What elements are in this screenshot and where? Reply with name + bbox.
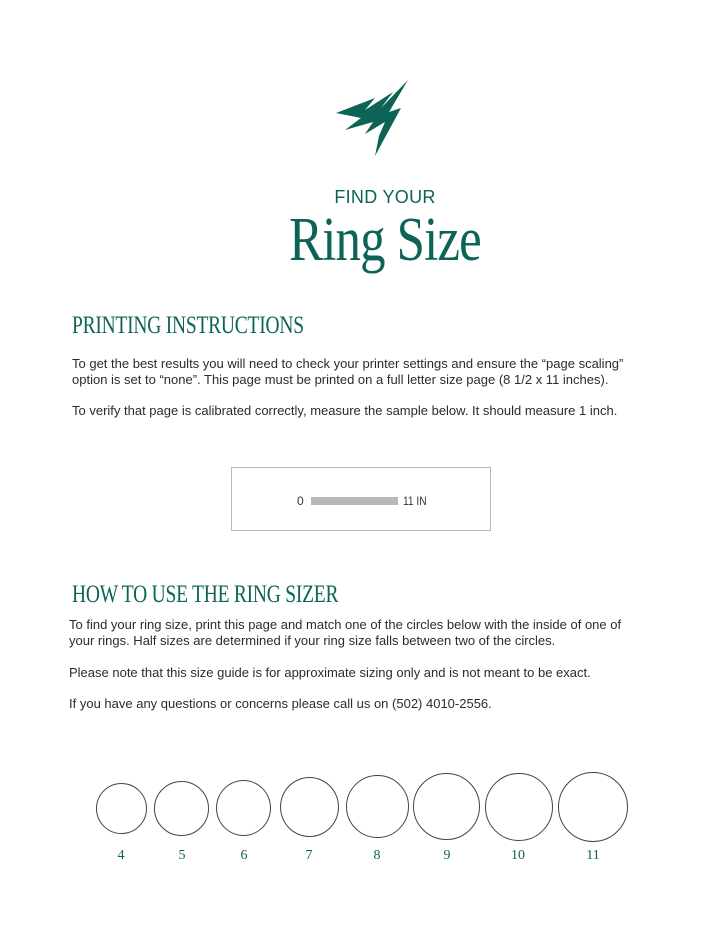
howto-text-line-4: If you have any questions or concerns please call us on (502) 4010-2556.	[69, 696, 492, 711]
howto-text-line-2: your rings. Half sizes are determined if your ring size falls between two of the circles.	[69, 633, 556, 648]
ring-size-label: 11	[586, 848, 600, 863]
ring-circle	[96, 783, 147, 834]
ring-size-label: 6	[240, 848, 248, 863]
ring-size-label: 7	[305, 848, 313, 863]
ring-circle	[485, 773, 553, 841]
page-title: Ring Size	[289, 206, 481, 274]
page-kicker: FIND YOUR	[334, 187, 436, 207]
printing-text-line-1: To get the best results you will need to check your printer settings and ensure the “page scaling”	[72, 356, 624, 371]
printing-text-line-2: option is set to “none”. This page must be printed on a full letter size page (8 1/2 x 11 inches).	[72, 372, 609, 387]
howto-text-line-3: Please note that this size guide is for approximate sizing only and is not meant to be exact.	[69, 665, 591, 680]
calibration-bar	[311, 497, 398, 505]
ring-size-label: 10	[511, 848, 525, 863]
ring-size-label: 9	[443, 848, 451, 863]
ring-size-label: 8	[373, 848, 381, 863]
how-to-heading: HOW TO USE THE RING SIZER	[72, 581, 339, 608]
brand-logo-icon	[335, 78, 410, 160]
calibration-start-label: 0	[297, 494, 304, 508]
howto-text-line-1: To find your ring size, print this page and match one of the circles below with the inside of one of	[69, 617, 622, 632]
ring-circle	[216, 780, 271, 836]
ring-size-label: 5	[178, 848, 186, 863]
ring-circle	[413, 773, 480, 840]
calibration-end-label: 11 IN	[403, 494, 427, 508]
ring-circle	[558, 772, 628, 842]
printing-text-line-3: To verify that page is calibrated correctly, measure the sample below. It should measure 1 inch.	[72, 403, 618, 418]
ring-circle	[154, 781, 209, 836]
ring-size-label: 4	[117, 848, 125, 863]
ring-circle	[280, 777, 339, 837]
ring-circle	[346, 775, 409, 838]
printing-instructions-heading: PRINTING INSTRUCTIONS	[72, 312, 304, 339]
